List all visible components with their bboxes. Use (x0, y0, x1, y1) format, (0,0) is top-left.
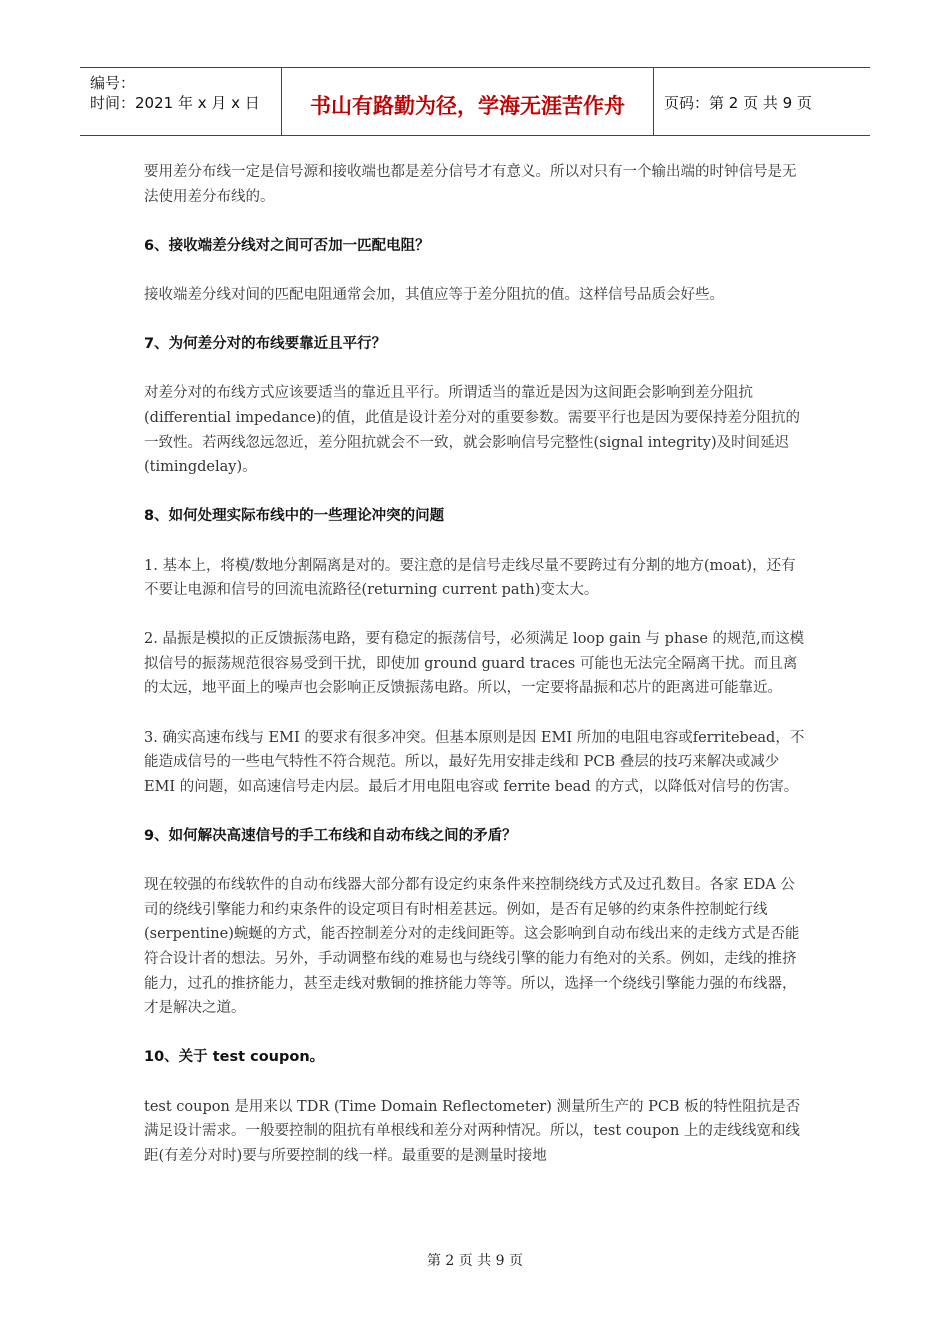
header-page-number: 页码：第 2 页 共 9 页 (664, 94, 812, 112)
page-header (80, 67, 870, 136)
page-footer: 第 2 页 共 9 页 (426, 1253, 524, 1269)
section-heading-7: 7、为何差分对的布线要靠近且平行？ (144, 336, 387, 353)
section-heading-9: 9、如何解决高速信号的手工布线和自动布线之间的矛盾？ (144, 828, 517, 845)
paragraph: 接收端差分线对间的匹配电阻通常会加，其值应等于差分阻抗的值。这样信号品质会好些。 (144, 286, 724, 303)
paragraph: test coupon 是用来以 TDR (Time Domain Reflectometer) 测量所生产的 PCB 板的特性阻抗是否满足设计需求。一般要控制的阻抗有单根线和差分对两种情况。所以，test coupon 上的走线线宽和线距(有差分对时)要与所要控制的线一样。最重要的是测量时接地 (144, 1098, 801, 1164)
paragraph: 2. 晶振是模拟的正反馈振荡电路，要有稳定的振荡信号，必须满足 loop gain 与 phase 的规范,而这模拟信号的振荡规范很容易受到干扰，即使加 ground guard traces 可能也无法完全隔离干扰。而且离的太远，地平面上的噪声也会影响正反馈振荡电路。所以，一定要将晶振和芯片的距离进可能靠近。 (144, 631, 805, 697)
document-body (144, 160, 809, 1168)
doc-number-label: 编号： (90, 74, 136, 92)
header-info-cell (80, 68, 282, 135)
paragraph: 现在较强的布线软件的自动布线器大部分都有设定约束条件来控制绕线方式及过孔数目。各家 EDA 公司的绕线引擎能力和约束条件的设定项目有时相差甚远。例如，是否有足够的约束条件控制蛇行线(serpentine)蜿蜒的方式，能否控制差分对的走线间距等。这会影响到自动布线出来的走线方式是否能符合设计者的想法。另外，手动调整布线的难易也与绕线引擎的能力有绝对的关系。例如，走线的推挤能力，过孔的推挤能力，甚至走线对敷铜的推挤能力等等。所以，选择一个绕线引擎能力强的布线器，才是解决之道。 (144, 877, 800, 1017)
header-motto-cell (282, 68, 654, 135)
section-heading-10: 10、关于 test coupon。 (144, 1049, 325, 1066)
motto: 书山有路勤为径，学海无涯苦作舟 (310, 94, 625, 118)
header-page-cell (654, 68, 870, 135)
section-heading-6: 6、接收端差分线对之间可否加一匹配电阻？ (144, 237, 430, 254)
paragraph: 3. 确实高速布线与 EMI 的要求有很多冲突。但基本原则是因 EMI 所加的电阻电容或ferritebead，不能造成信号的一些电气特性不符合规范。所以，最好先用安排走线和 PCB 叠层的技巧来解决或减少 EMI 的问题，如高速信号走内层。最后才用电阻电容或 ferrite bead 的方式，以降低对信号的伤害。 (144, 729, 805, 795)
doc-date: 时间：2021 年 x 月 x 日 (90, 94, 260, 112)
paragraph: 要用差分布线一定是信号源和接收端也都是差分信号才有意义。所以对只有一个输出端的时钟信号是无法使用差分布线的。 (144, 164, 797, 205)
paragraph: 1. 基本上，将模/数地分割隔离是对的。要注意的是信号走线尽量不要跨过有分割的地方(moat)，还有不要让电源和信号的回流电流路径(returning current path)变太大。 (144, 557, 796, 599)
section-heading-8: 8、如何处理实际布线中的一些理论冲突的问题 (144, 508, 445, 525)
paragraph: 对差分对的布线方式应该要适当的靠近且平行。所谓适当的靠近是因为这间距会影响到差分阻抗(differential impedance)的值，此值是设计差分对的重要参数。需要平行也是因为要保持差分阻抗的一致性。若两线忽远忽近，差分阻抗就会不一致，就会影响信号完整性(signal integrity)及时间延迟(timingdelay)。 (144, 385, 801, 476)
